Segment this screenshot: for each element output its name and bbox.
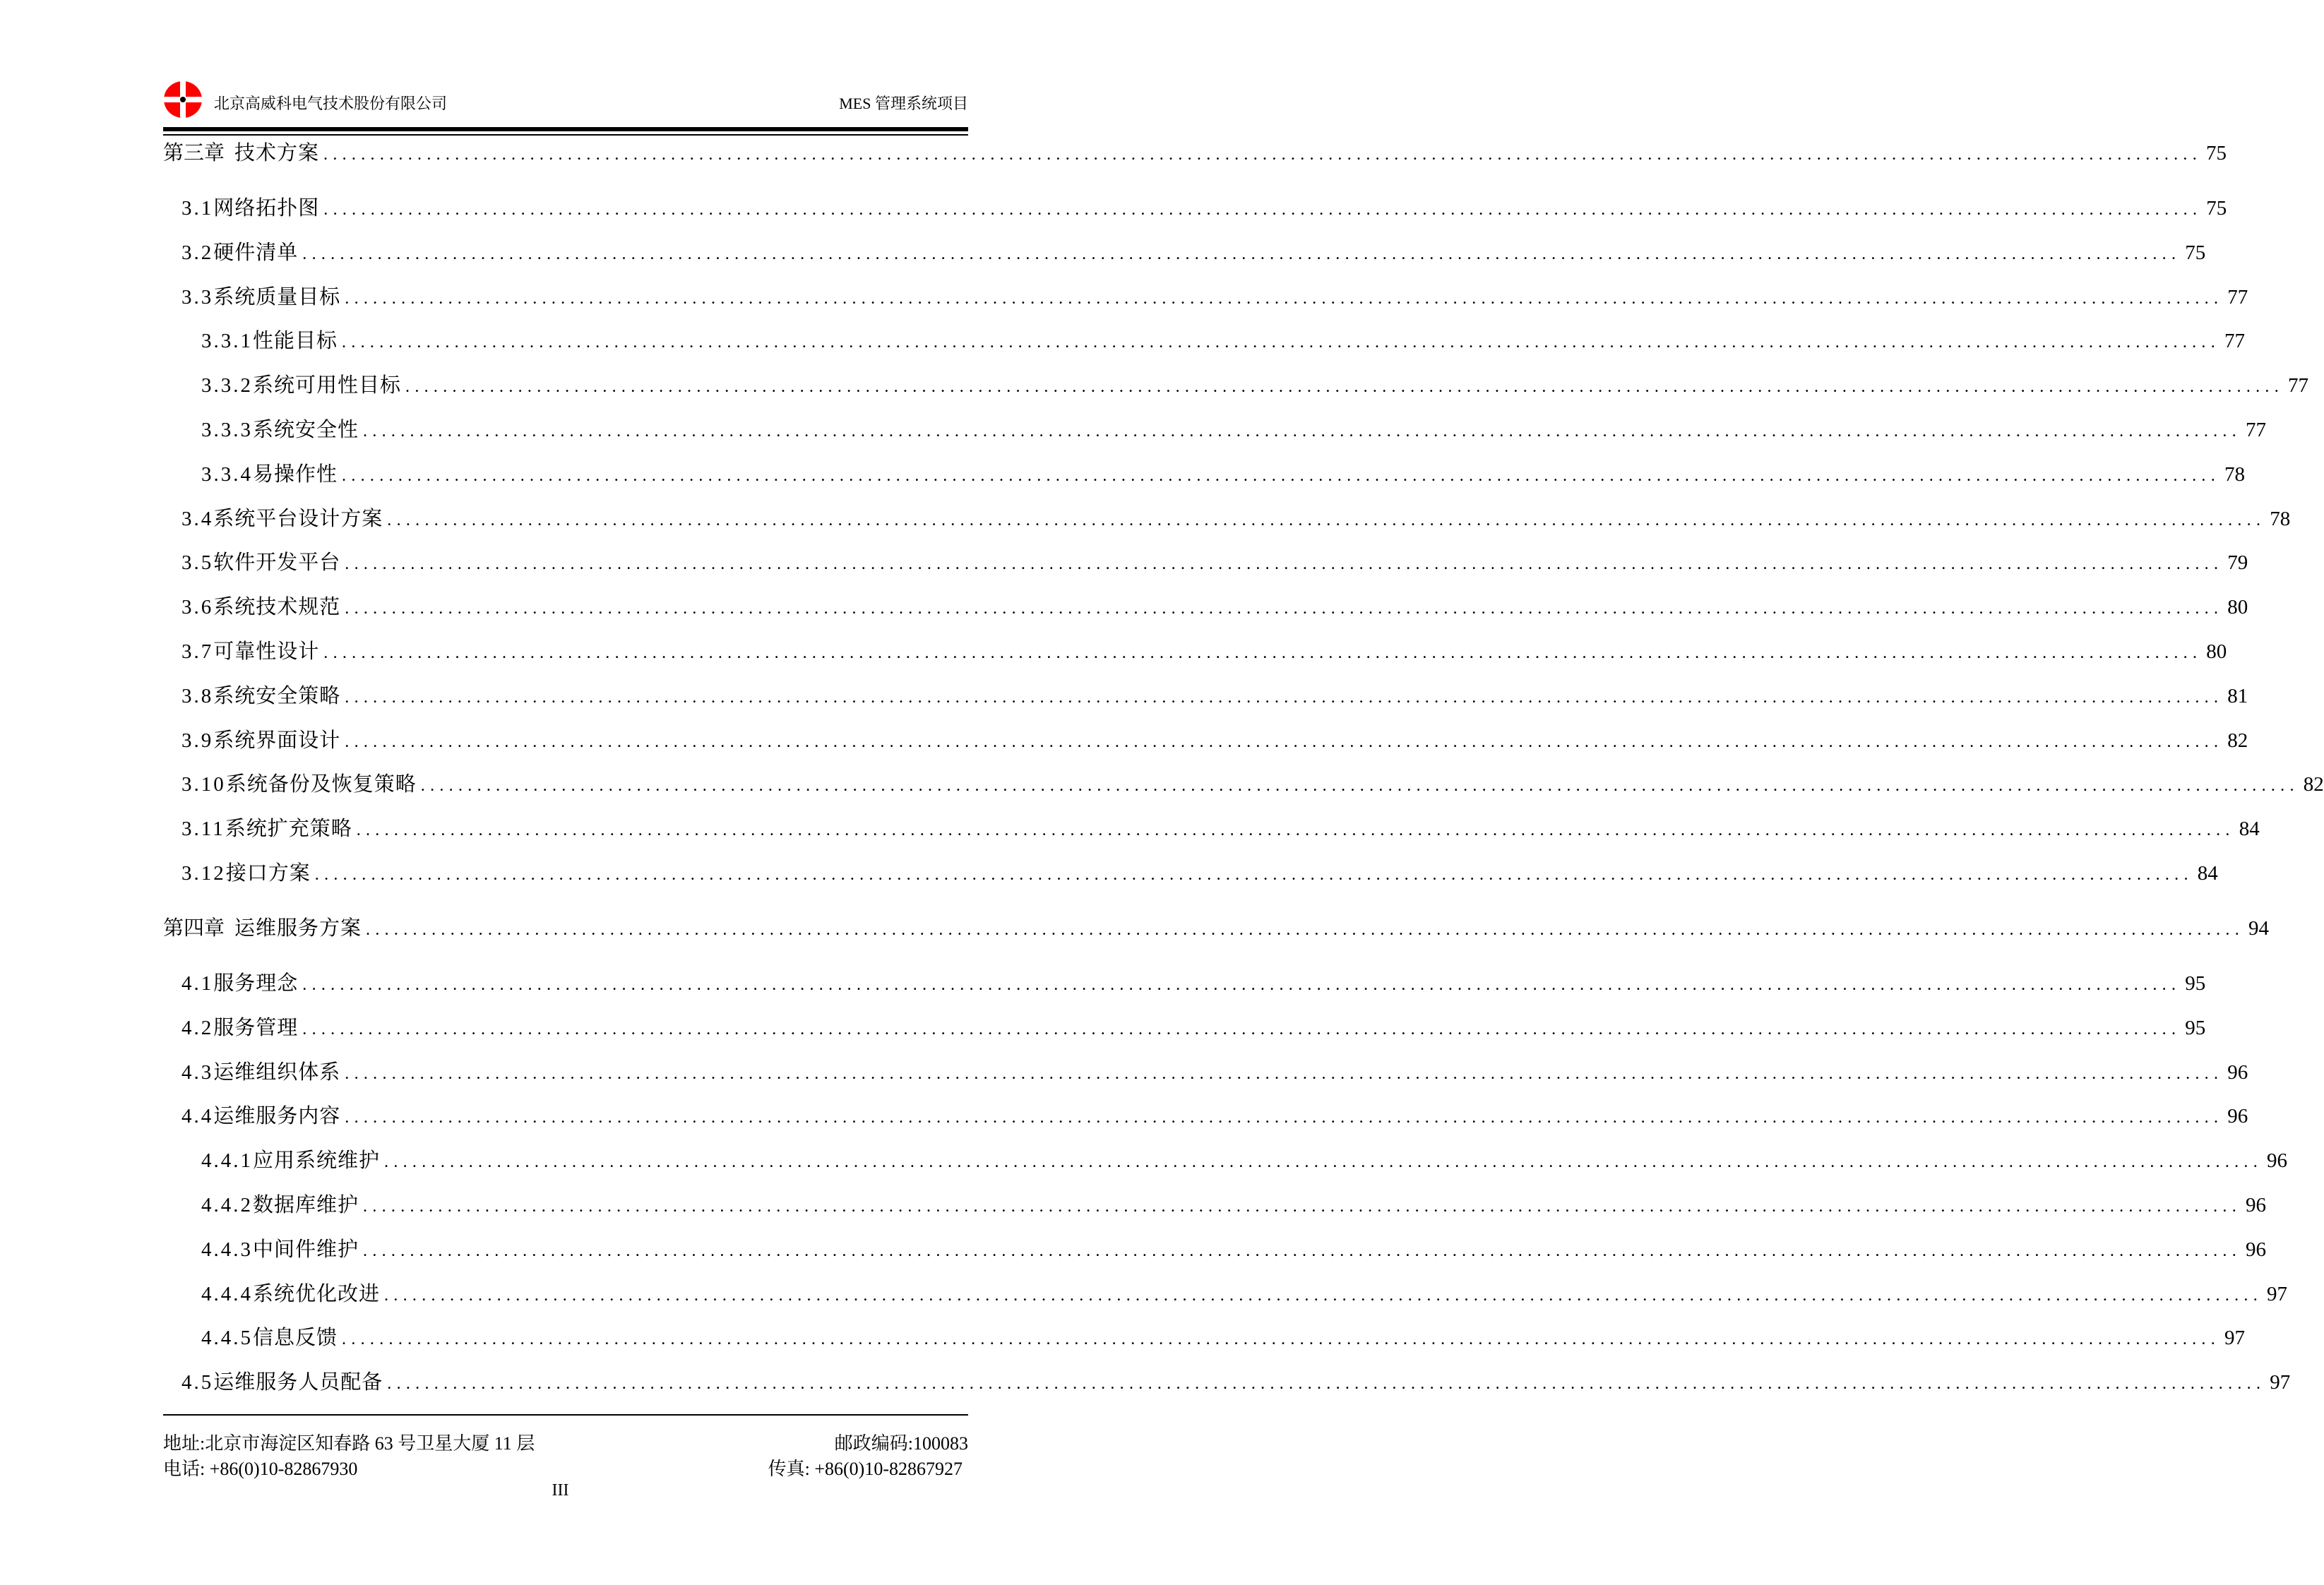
toc-entry[interactable] (163, 414, 2267, 442)
toc-dot-leader: ........................................................................................................................................................................................................ (363, 422, 2242, 441)
toc-dot-leader: ........................................................................................................................................................................................................ (302, 244, 2181, 263)
toc-entry-number: 4.4.3 (201, 1238, 253, 1261)
toc-entry-number: 3.5 (181, 551, 214, 575)
toc-entry-title: 信息反馈 (253, 1327, 338, 1350)
toc-entry-number: 3.3.4 (201, 462, 253, 486)
footer-phone: 电话: +86(0)10-82867930 (163, 1459, 358, 1479)
toc-entry-title: 性能目标 (253, 330, 338, 353)
toc-dot-leader: ........................................................................................................................................................................................................ (345, 688, 2224, 707)
toc-entry-page: 95 (2185, 1016, 2206, 1039)
toc-entry-number: 3.3.3 (201, 419, 253, 441)
toc-entry-number: 3.12 (181, 862, 226, 885)
toc-entry[interactable] (163, 680, 2248, 708)
toc-entry[interactable] (163, 192, 2227, 220)
toc-entry-page: 84 (2239, 818, 2260, 841)
toc-entry-title: 系统安全性 (253, 419, 359, 441)
toc-entry-number: 4.5 (181, 1371, 214, 1394)
toc-dot-leader: ........................................................................................................................................................................................................ (323, 644, 2203, 662)
toc-entry-title: 服务管理 (213, 1016, 299, 1039)
toc-entry-page: 77 (2288, 374, 2309, 397)
toc-dot-leader: ........................................................................................................................................................................................................ (363, 1197, 2242, 1216)
toc-entry-page: 80 (2206, 640, 2227, 663)
toc-entry-title: 系统安全策略 (213, 684, 341, 707)
toc-entry-title: 系统可用性目标 (253, 374, 402, 397)
toc-entry-page: 81 (2227, 684, 2248, 707)
toc-entry-number: 3.11 (181, 818, 225, 841)
toc-entry[interactable] (163, 967, 2206, 995)
toc-entry[interactable] (163, 912, 2270, 940)
toc-entry-page: 96 (2227, 1060, 2248, 1084)
toc-entry-title: 运维服务人员配备 (213, 1371, 383, 1394)
toc-entry-title: 系统技术规范 (213, 596, 341, 619)
toc-entry-title: 运维服务内容 (213, 1105, 341, 1128)
page-header (163, 79, 968, 121)
toc-entry-page: 84 (2197, 862, 2218, 885)
toc-entry-page: 97 (2224, 1327, 2246, 1350)
toc-entry-number: 3.6 (181, 596, 214, 619)
toc-entry-number: 4.4 (181, 1105, 214, 1128)
toc-entry-page: 96 (2246, 1238, 2267, 1261)
toc-entry[interactable] (163, 768, 2324, 796)
toc-entry[interactable] (163, 1056, 2248, 1084)
toc-entry-number: 4.1 (181, 972, 214, 995)
toc-entry[interactable] (163, 503, 2291, 531)
toc-entry-title: 数据库维护 (253, 1194, 359, 1216)
toc-entry-number: 3.3.2 (201, 374, 253, 397)
toc-entry-number: 4.4.5 (201, 1327, 253, 1350)
toc-entry[interactable] (163, 546, 2248, 575)
toc-entry-page: 79 (2227, 551, 2248, 575)
toc-entry-page: 77 (2227, 285, 2248, 309)
toc-entry-page: 97 (2267, 1282, 2288, 1305)
toc-dot-leader: ........................................................................................................................................................................................................ (314, 866, 2193, 884)
toc-entry-number: 4.4.1 (201, 1149, 253, 1173)
toc-dot-leader: ........................................................................................................................................................................................................ (356, 821, 2235, 840)
toc-entry-title: 技术方案 (234, 142, 320, 165)
toc-entry[interactable] (163, 137, 2227, 165)
toc-entry[interactable] (163, 1233, 2267, 1262)
toc-entry[interactable] (163, 724, 2248, 753)
project-name: MES 管理系统项目 (839, 95, 968, 112)
toc-entry-number: 4.4.2 (201, 1194, 253, 1216)
header-rule-thick (163, 127, 968, 131)
toc-entry-number: 3.4 (181, 507, 214, 530)
toc-dot-leader: ........................................................................................................................................................................................................ (345, 1108, 2224, 1128)
toc-entry-title: 系统平台设计方案 (213, 507, 383, 530)
toc-entry-title: 运维组织体系 (213, 1060, 341, 1084)
toc-entry[interactable] (163, 591, 2248, 619)
toc-dot-leader: ........................................................................................................................................................................................................ (345, 1064, 2224, 1083)
toc-entry-title: 系统优化改进 (253, 1282, 381, 1305)
toc-entry-page: 82 (2303, 773, 2324, 796)
toc-dot-leader: ........................................................................................................................................................................................................ (302, 976, 2181, 994)
toc-entry-page: 77 (2224, 330, 2246, 353)
toc-entry[interactable] (163, 635, 2227, 664)
header-rule-thin (163, 134, 968, 136)
toc-dot-leader: ........................................................................................................................................................................................................ (366, 921, 2245, 939)
toc-entry-number: 4.3 (181, 1060, 214, 1084)
footer-contact-line (163, 1454, 968, 1481)
toc-entry-page: 75 (2206, 142, 2227, 165)
toc-entry-number: 3.2 (181, 241, 214, 264)
toc-entry-page: 80 (2227, 596, 2248, 619)
footer-postcode: 邮政编码:100083 (834, 1433, 968, 1454)
toc-entry-page: 77 (2246, 419, 2267, 441)
toc-entry-title: 中间件维护 (253, 1238, 359, 1261)
toc-entry-number: 3.3.1 (201, 330, 253, 353)
toc-entry-page: 95 (2185, 972, 2206, 995)
toc-entry-title: 网络拓扑图 (213, 197, 320, 220)
toc-entry-title: 硬件清单 (213, 241, 299, 264)
toc-entry[interactable] (163, 1100, 2248, 1128)
toc-entry[interactable] (163, 325, 2246, 353)
toc-entry-page: 75 (2206, 197, 2227, 220)
toc-entry[interactable] (163, 1012, 2206, 1040)
toc-entry-number: 3.1 (181, 197, 214, 220)
toc-entry-page: 96 (2267, 1149, 2288, 1173)
company-name: 北京高威科电气技术股份有限公司 (214, 95, 448, 112)
toc-dot-leader: ........................................................................................................................................................................................................ (387, 510, 2266, 530)
toc-entry-page: 96 (2227, 1105, 2248, 1128)
toc-dot-leader: ........................................................................................................................................................................................................ (345, 289, 2224, 308)
toc-entry[interactable] (163, 458, 2246, 486)
footer-address-line (163, 1429, 968, 1455)
toc-entry-number: 3.10 (181, 773, 226, 796)
toc-dot-leader: ........................................................................................................................................................................................................ (363, 1241, 2242, 1260)
toc-entry-page: 96 (2246, 1194, 2267, 1216)
toc-dot-leader: ........................................................................................................................................................................................................ (345, 732, 2224, 751)
toc-entry[interactable] (163, 1144, 2288, 1173)
toc-entry-number: 3.8 (181, 684, 214, 707)
toc-entry-title: 系统界面设计 (213, 729, 341, 752)
toc-dot-leader: ........................................................................................................................................................................................................ (405, 378, 2284, 397)
toc-entry-title: 易操作性 (253, 462, 338, 486)
toc-entry-number: 4.4.4 (201, 1282, 253, 1305)
toc-dot-leader: ........................................................................................................................................................................................................ (302, 1019, 2181, 1039)
page-number: III (552, 1481, 569, 1500)
toc-dot-leader: ........................................................................................................................................................................................................ (323, 145, 2203, 164)
toc-entry-page: 78 (2224, 462, 2246, 486)
toc-entry-title: 系统扩充策略 (225, 818, 352, 841)
toc-entry-number: 3.3 (181, 285, 214, 309)
toc-dot-leader: ........................................................................................................................................................................................................ (420, 777, 2299, 796)
toc-dot-leader: ........................................................................................................................................................................................................ (384, 1286, 2263, 1305)
toc-entry-title: 应用系统维护 (253, 1149, 381, 1173)
toc-entry-title: 系统质量目标 (213, 285, 341, 309)
toc-entry[interactable] (163, 857, 2218, 885)
toc-dot-leader: ........................................................................................................................................................................................................ (323, 201, 2203, 219)
toc-entry-page: 82 (2227, 729, 2248, 752)
toc-entry-title: 软件开发平台 (213, 551, 341, 575)
toc-entry-page: 78 (2270, 507, 2291, 530)
toc-entry-number: 第四章 (163, 917, 225, 940)
toc-entry-number: 3.7 (181, 640, 214, 663)
toc-entry-number: 4.2 (181, 1016, 214, 1039)
toc-entry[interactable] (163, 369, 2309, 397)
footer-rule (163, 1414, 968, 1416)
toc-entry-page: 75 (2185, 241, 2206, 264)
toc-entry[interactable] (163, 1278, 2288, 1306)
toc-dot-leader: ........................................................................................................................................................................................................ (345, 599, 2224, 618)
toc-entry-title: 接口方案 (225, 862, 311, 885)
toc-entry-page: 97 (2270, 1371, 2291, 1394)
toc-entry-number: 3.9 (181, 729, 214, 752)
footer-address: 地址:北京市海淀区知春路 63 号卫星大厦 11 层 (163, 1433, 535, 1454)
toc-entry-page: 94 (2248, 917, 2270, 940)
toc-entry-title: 运维服务方案 (234, 917, 362, 940)
toc-entry[interactable] (163, 237, 2206, 265)
toc-dot-leader: ........................................................................................................................................................................................................ (342, 1330, 2221, 1349)
toc-entry[interactable] (163, 813, 2260, 841)
toc-entry[interactable] (163, 281, 2248, 309)
toc-dot-leader: ........................................................................................................................................................................................................ (384, 1153, 2263, 1172)
toc-entry-title: 服务理念 (213, 972, 299, 995)
toc-entry-title: 系统备份及恢复策略 (225, 773, 417, 796)
toc-entry[interactable] (163, 1322, 2246, 1350)
toc-dot-leader: ........................................................................................................................................................................................................ (387, 1375, 2266, 1394)
toc-dot-leader: ........................................................................................................................................................................................................ (345, 555, 2224, 574)
toc-dot-leader: ........................................................................................................................................................................................................ (342, 333, 2221, 352)
toc-entry-title: 可靠性设计 (213, 640, 320, 663)
toc-entry-number: 第三章 (163, 142, 225, 165)
company-logo-icon (163, 80, 203, 119)
toc-entry[interactable] (163, 1189, 2267, 1217)
toc-dot-leader: ........................................................................................................................................................................................................ (342, 466, 2221, 485)
footer-fax: 传真: +86(0)10-82867927 (768, 1459, 963, 1479)
toc-entry[interactable] (163, 1366, 2291, 1394)
